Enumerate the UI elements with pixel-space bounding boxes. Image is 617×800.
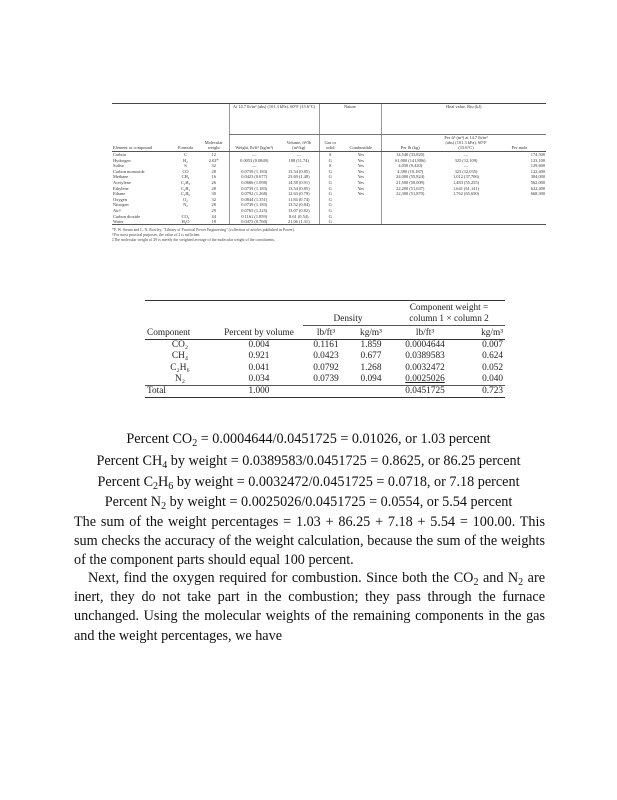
- table-cell-formula: CO: [182, 168, 189, 174]
- table-cell-percent: 0.004: [248, 340, 270, 351]
- table-cell-formula: N₂: [183, 202, 188, 208]
- table-cell-formula: S: [184, 163, 187, 169]
- table-cell-weight: 0.0053 (0.0849): [229, 157, 279, 163]
- table-cell-element: Carbon dioxide: [113, 213, 141, 219]
- table-cell-state: S: [319, 151, 341, 157]
- col-density-lb: lb/ft³: [303, 326, 349, 340]
- table-cell-formula: C₂H₄: [180, 185, 191, 191]
- table-cell-per_lb: 22,200 (51,637): [381, 185, 439, 191]
- col-volume: Volume, ft³/lb (m³/kg): [279, 135, 319, 152]
- equation-c2h6: Percent $C_2H_6$ by weight = 0.0032472/0.0451725 = 0.0718, or 7.18 percent: [97, 474, 520, 492]
- table-cell-volume: 188 (11.74): [288, 157, 309, 163]
- table-cell-element: Ethylene: [113, 185, 129, 191]
- table-cell-per_ft3: 1,012 (37,706): [453, 174, 479, 180]
- table-cell-state: S: [319, 163, 341, 169]
- col-element: Element or compound: [112, 135, 172, 152]
- total-weight-kg: 0.723: [457, 386, 505, 398]
- equation-ch4: Percent $CH_4$ by weight = 0.0389583/0.0451725 = 0.8625, or 86.25 percent: [96, 453, 521, 471]
- table-cell-lb: 0.1161: [313, 340, 339, 351]
- table-cell-weight: 0.0475 (0.760): [229, 219, 279, 225]
- group-header-nature: Nature: [319, 104, 381, 135]
- table-cell-mw: 29: [211, 207, 216, 213]
- table-cell-volume: 8.61 (0.54): [289, 213, 309, 219]
- table-cell-component: C₂H₆: [170, 362, 190, 373]
- table-cell-weight: 0.0844 (1.351): [229, 196, 279, 202]
- table-cell-volume: 12.63 (0.79): [287, 191, 310, 197]
- table-cell-element: Air†: [113, 207, 122, 213]
- gas-properties-table: [112, 103, 546, 242]
- table-cell-cw_lb: 0.0032472: [405, 362, 445, 373]
- table-cell-per_mole: 122,400: [530, 168, 546, 174]
- table-cell-state: G: [319, 157, 341, 163]
- table-cell-per_mole: 562,000: [530, 179, 546, 185]
- table-cell-kg: 1.859: [360, 340, 382, 351]
- table-cell-volume: —: [296, 163, 301, 169]
- footnote: †For most practical purposes, the value of 2 is sufficient.: [112, 232, 201, 237]
- table-cell-volume: 13.54 (0.85): [287, 168, 310, 174]
- table-cell-comb: Yes: [357, 179, 364, 185]
- table-cell-comb: Yes: [357, 163, 364, 169]
- table-cell-per_lb: [381, 219, 439, 225]
- table-cell-volume: 13.52 (0.84): [287, 202, 310, 208]
- table-cell-state: G: [319, 219, 341, 225]
- table-cell-per_lb: 21,500 (50,009): [381, 180, 439, 186]
- table-cell-formula: C: [184, 152, 187, 157]
- table-cell-per_mole: 668,300: [530, 191, 546, 197]
- table-cell-per_ft3: 323 (12,035): [454, 168, 478, 174]
- col-per-ft3: Per ft³ (m³) at 14.7 lb/in² (abs) (101.3 kPa), 60°F (15.6°C): [439, 135, 493, 152]
- table-cell-comb: Yes: [357, 185, 364, 191]
- table-cell-volume: 13.54 (0.85): [287, 185, 310, 191]
- table-cell-lb: 0.0792: [313, 362, 339, 373]
- table-cell-comb: Yes: [357, 191, 364, 197]
- table-cell-volume: 23.69 (1.48): [287, 174, 310, 180]
- total-row: [145, 386, 505, 398]
- table-cell-mw: 12: [211, 152, 216, 157]
- table-cell-mw: 32: [211, 163, 216, 169]
- table-cell-component: CO₂: [171, 340, 189, 351]
- table-cell-weight: 0.0765 (1.225): [229, 208, 279, 214]
- footnote: *F. W. Steam and L. N. Rowley, "Library of Practical Power Engineering" (collection of articles published in Power).: [112, 228, 295, 233]
- table-cell-lb: 0.0739: [313, 374, 339, 385]
- table-cell-formula: CO₂: [181, 213, 190, 219]
- col-component: Component: [145, 326, 215, 340]
- table-cell-formula: O₂: [183, 196, 188, 202]
- empty-cell: [303, 386, 349, 398]
- table-cell-per_mole: [493, 219, 546, 225]
- table-cell-mw: 28: [211, 202, 216, 208]
- empty-cell: [349, 386, 393, 398]
- table-cell-cw_lb: 0.0389583: [405, 351, 445, 362]
- component-weight-table: [145, 300, 504, 398]
- col-state: Gas or solid: [319, 135, 341, 152]
- table-cell-state: G: [319, 168, 341, 174]
- table-cell-formula: H₂O: [172, 219, 199, 225]
- col-per-lb: Per lb (kg): [381, 135, 439, 152]
- table-cell-per_mole: 129,600: [530, 163, 546, 169]
- table-cell-cw_kg: 0.052: [482, 362, 504, 373]
- table-cell-per_ft3: 325 (12,109): [454, 157, 478, 163]
- table-cell-percent: 0.921: [248, 351, 270, 362]
- table-cell-mw: 28: [211, 185, 216, 191]
- footnote: ‡The molecular weight of 29 is merely the weighted average of the molecular weight of the constituents.: [112, 237, 276, 242]
- header-component-weight-2: column 1 × column 2: [409, 314, 489, 324]
- col-weight-kg: kg/m³: [457, 326, 505, 340]
- table-cell-formula: C₂H₂: [180, 179, 191, 185]
- table-cell-per_lb: 22,300 (51,870): [381, 191, 439, 197]
- table-cell-element: Ethane: [113, 191, 126, 197]
- table-cell-cw_lb: 0.0025026: [405, 374, 445, 385]
- paragraph-weight-check: The sum of the weight percentages = 1.03 + 86.25 + 7.18 + 5.54 = 100.00. This sum checks the accuracy of the weight calculation, because the sum of the weights of the component parts should equal 100 percent.: [74, 514, 545, 569]
- table-cell-element: Hydrogen: [113, 157, 131, 163]
- table-cell-percent: 0.041: [248, 362, 270, 373]
- total-label: Total: [145, 386, 215, 398]
- table-cell-per_lb: 4,050 (9,420): [381, 163, 439, 169]
- table-cell-state: G: [319, 196, 341, 202]
- table-cell-percent: 0.034: [248, 374, 270, 385]
- equation-n2: Percent $N_2$ by weight = 0.0025026/0.0451725 = 0.0554, or 5.54 percent: [104, 494, 513, 512]
- table-cell-mw: 32: [211, 196, 216, 202]
- table-cell-formula: H₂: [183, 157, 188, 163]
- table-cell-comb: Yes: [357, 174, 364, 180]
- table-cell-comb: [341, 219, 381, 225]
- table-cell-mw: 44: [211, 213, 216, 219]
- table-cell-comb: Yes: [357, 157, 364, 163]
- table-cell-per_mole: 622,400: [530, 185, 546, 191]
- table-cell-state: G: [319, 185, 341, 191]
- table-cell-per_ft3: —: [463, 152, 469, 157]
- table-cell-per_lb: 4,380 (10,187): [381, 168, 439, 174]
- table-cell-per_ft3: 1,762 (65,650): [453, 191, 479, 197]
- table-cell-volume: 21.06 (1.31): [279, 219, 319, 225]
- table-cell-per_lb: 61,000 (141,886): [381, 157, 439, 163]
- table-cell-kg: 0.094: [360, 374, 382, 385]
- gas-properties-body: [112, 151, 546, 225]
- table-cell-per_mole: 384,000: [530, 174, 546, 180]
- paragraph-oxygen-required: Next, find the oxygen required for combustion. Since both the $CO_2$ and $N_2$ are inert, they do not take part in the combustion; they pass through the furnace unchanged. Using the molecular weights of the remaining components in the gas and the weight percentages, we have: [74, 570, 545, 644]
- table-cell-formula: CH₄: [181, 174, 190, 180]
- table-cell-weight: 0.0792 (1.268): [229, 191, 279, 197]
- table-cell-component: CH₄: [171, 351, 189, 362]
- table-cell-per_ft3: —: [463, 163, 469, 169]
- table-cell-weight: 0.0739 (1.183): [229, 185, 279, 191]
- table-cell-element: Methane: [113, 174, 129, 180]
- table-cell-per_ft3: 1,483 (55,255): [453, 179, 479, 185]
- table-cell-per_ft3: 1,641 (61,141): [453, 185, 479, 191]
- table-cell-weight: 0.0686 (1.098): [229, 180, 279, 186]
- table1-footnotes: [112, 228, 546, 242]
- table-cell-state: G: [319, 174, 341, 180]
- table-cell-volume: 14.58 (0.91): [287, 179, 310, 185]
- table-row: [145, 351, 505, 362]
- group-header-conditions: At 14.7 lb/in² (abs) (101.3 kPa), 60°F (15.6°C): [229, 104, 319, 135]
- table-cell-element: Sulfur: [113, 163, 124, 169]
- col-weight: Weight, lb/ft³ (kg/m³): [229, 135, 279, 152]
- total-weight-lb: 0.0451725: [393, 386, 457, 398]
- table-cell-weight: —: [229, 163, 279, 169]
- table-cell-cw_kg: 0.040: [482, 374, 504, 385]
- table-cell-comb: Yes: [357, 152, 364, 157]
- col-combustible: Combustible: [341, 135, 381, 152]
- table-cell-element: Acetylene: [113, 179, 131, 185]
- total-percent: 1.000: [215, 386, 303, 398]
- table-row: [112, 219, 546, 225]
- table-cell-element: Nitrogen: [113, 202, 129, 208]
- table-cell-volume: —: [296, 152, 301, 157]
- table-cell-comb: Yes: [357, 168, 364, 174]
- table-cell-mw: 16: [211, 174, 216, 180]
- table-cell-mw: 2.02*: [208, 157, 219, 163]
- col-weight-lb: lb/ft³: [393, 326, 457, 340]
- table-cell-volume: 13.07 (0.82): [287, 207, 310, 213]
- col-mol-weight: Molecular weight: [199, 135, 229, 152]
- table-cell-state: G: [319, 202, 341, 208]
- header-component-weight: Component weight =: [409, 303, 489, 313]
- table-cell-mw: 30: [211, 191, 216, 197]
- table-cell-cw_kg: 0.624: [482, 351, 504, 362]
- table-row: [145, 340, 505, 352]
- component-weight-body: [145, 340, 505, 398]
- table-cell-weight: 0.0739 (1.183): [229, 202, 279, 208]
- table-cell-formula: C₂H₆: [180, 191, 191, 197]
- col-per-mole: Per mole: [493, 135, 546, 152]
- col-density-kg: kg/m³: [349, 326, 393, 340]
- table-cell-component: N₂: [175, 374, 185, 385]
- table-cell-cw_kg: 0.007: [482, 340, 504, 351]
- col-percent-volume: Percent by volume: [215, 326, 303, 340]
- table-cell-element: Oxygen: [113, 196, 127, 202]
- table-cell-lb: 0.0423: [313, 351, 339, 362]
- table-cell-element: Water: [112, 219, 172, 225]
- equation-co2: Percent $CO_2 = 0.0004644/0.0451725 = 0.01026$, or 1.03 percent: [126, 431, 491, 449]
- table-cell-state: G: [319, 191, 341, 197]
- table-cell-mw: 18: [199, 219, 229, 225]
- group-header-heat-value: Heat value, Btu (kJ): [381, 104, 546, 135]
- table-cell-weight: 0.1161 (1.859): [229, 213, 279, 219]
- table-cell-element: Carbon monoxide: [113, 168, 145, 174]
- table-cell-state: G: [319, 180, 341, 186]
- table-cell-per_mole: 123,100: [530, 157, 546, 163]
- table-cell-kg: 1.268: [360, 362, 382, 373]
- table-cell-mw: 28: [211, 168, 216, 174]
- table-cell-state: G: [319, 213, 341, 219]
- table-cell-cw_lb: 0.0004644: [405, 340, 445, 351]
- table-cell-per_ft3: [439, 219, 493, 225]
- header-density: Density: [303, 301, 393, 326]
- table-cell-state: G: [319, 208, 341, 214]
- table-cell-volume: 11.84 (0.74): [288, 196, 310, 202]
- table-cell-weight: 0.0739 (1.183): [229, 168, 279, 174]
- table-cell-mw: 26: [211, 179, 216, 185]
- table-cell-per_mole: 174,500: [530, 152, 546, 157]
- table-cell-weight: —: [229, 151, 279, 157]
- col-formula: Formula: [172, 135, 199, 152]
- table-cell-kg: 0.677: [360, 351, 382, 362]
- table-row: [145, 374, 505, 386]
- table-row: [145, 363, 505, 374]
- table-cell-weight: 0.0423 (0.677): [229, 174, 279, 180]
- table-cell-element: Carbon: [113, 152, 126, 157]
- table-cell-per_lb: 14,540 (33,820): [381, 151, 439, 157]
- table-cell-per_lb: 24,000 (55,824): [381, 174, 439, 180]
